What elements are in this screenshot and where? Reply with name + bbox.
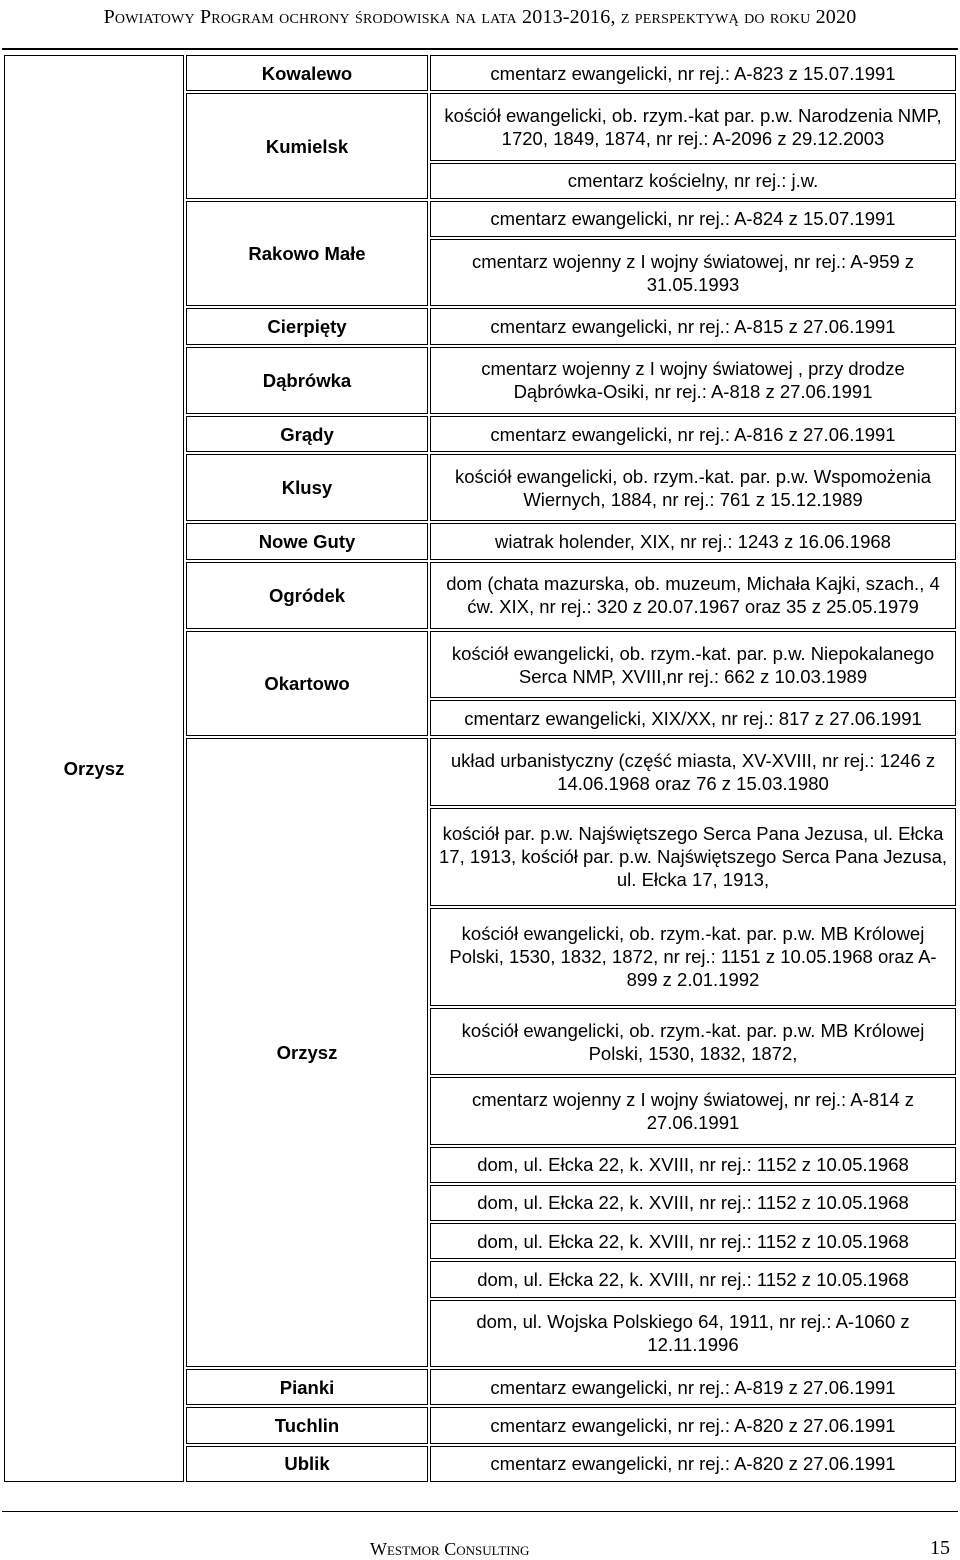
place-cell: Pianki	[186, 1369, 428, 1405]
footer-company: Westmor Consulting	[370, 1539, 530, 1559]
monument-cell: kościół ewangelicki, ob. rzym.-kat. par. p.w. MB Królowej Polski, 1530, 1832, 1872, nr rej.: 1151 z 10.05.1968 oraz A-899 z 2.01.1992	[430, 908, 956, 1006]
monument-cell: kościół ewangelicki, ob. rzym.-kat. par. p.w. MB Królowej Polski, 1530, 1832, 1872,	[430, 1008, 956, 1075]
place-cell: Kumielsk	[186, 93, 428, 199]
table-row	[4, 55, 956, 91]
monument-cell: dom (chata mazurska, ob. muzeum, Michała Kajki, szach., 4 ćw. XIX, nr rej.: 320 z 20.07.1967 oraz 35 z 25.05.1979	[430, 562, 956, 629]
monuments-table	[2, 53, 958, 1484]
monument-cell: dom, ul. Ełcka 22, k. XVIII, nr rej.: 1152 z 10.05.1968	[430, 1261, 956, 1297]
monument-cell: cmentarz ewangelicki, XIX/XX, nr rej.: 817 z 27.06.1991	[430, 700, 956, 736]
monument-cell: dom, ul. Wojska Polskiego 64, 1911, nr rej.: A-1060 z 12.11.1996	[430, 1300, 956, 1367]
place-cell: Orzysz	[186, 738, 428, 1366]
place-cell: Cierpięty	[186, 308, 428, 344]
monument-cell: dom, ul. Ełcka 22, k. XVIII, nr rej.: 1152 z 10.05.1968	[430, 1185, 956, 1221]
place-cell: Nowe Guty	[186, 523, 428, 559]
monument-cell: cmentarz ewangelicki, nr rej.: A-819 z 27.06.1991	[430, 1369, 956, 1405]
place-cell: Ogródek	[186, 562, 428, 629]
place-cell: Klusy	[186, 454, 428, 521]
place-cell: Okartowo	[186, 631, 428, 737]
monument-cell: wiatrak holender, XIX, nr rej.: 1243 z 16.06.1968	[430, 523, 956, 559]
monument-cell: cmentarz ewangelicki, nr rej.: A-824 z 15.07.1991	[430, 201, 956, 237]
monument-cell: cmentarz ewangelicki, nr rej.: A-820 z 27.06.1991	[430, 1446, 956, 1482]
monument-cell: cmentarz kościelny, nr rej.: j.w.	[430, 163, 956, 199]
monument-cell: cmentarz wojenny z I wojny światowej, nr rej.: A-814 z 27.06.1991	[430, 1077, 956, 1144]
place-cell: Grądy	[186, 416, 428, 452]
monument-cell: dom, ul. Ełcka 22, k. XVIII, nr rej.: 1152 z 10.05.1968	[430, 1147, 956, 1183]
monuments-table-body	[4, 55, 956, 1482]
place-cell: Tuchlin	[186, 1407, 428, 1443]
monument-cell: cmentarz wojenny z I wojny światowej, nr rej.: A-959 z 31.05.1993	[430, 239, 956, 306]
monument-cell: kościół ewangelicki, ob. rzym.-kat par. p.w. Narodzenia NMP, 1720, 1849, 1874, nr rej.: A-2096 z 29.12.2003	[430, 93, 956, 160]
monument-cell: cmentarz ewangelicki, nr rej.: A-815 z 27.06.1991	[430, 308, 956, 344]
monument-cell: kościół ewangelicki, ob. rzym.-kat. par. p.w. Niepokalanego Serca NMP, XVIII,nr rej.: 662 z 10.03.1989	[430, 631, 956, 698]
monument-cell: kościół ewangelicki, ob. rzym.-kat. par. p.w. Wspomożenia Wiernych, 1884, nr rej.: 761 z 15.12.1989	[430, 454, 956, 521]
monument-cell: cmentarz wojenny z I wojny światowej , przy drodze Dąbrówka-Osiki, nr rej.: A-818 z 27.06.1991	[430, 347, 956, 414]
page-header: Powiatowy Program ochrony środowiska na lata 2013-2016, z perspektywą do roku 2020	[103, 6, 857, 28]
monument-cell: cmentarz ewangelicki, nr rej.: A-823 z 15.07.1991	[430, 55, 956, 91]
place-cell: Rakowo Małe	[186, 201, 428, 307]
monument-cell: dom, ul. Ełcka 22, k. XVIII, nr rej.: 1152 z 10.05.1968	[430, 1223, 956, 1259]
place-cell: Dąbrówka	[186, 347, 428, 414]
monument-cell: cmentarz ewangelicki, nr rej.: A-816 z 27.06.1991	[430, 416, 956, 452]
page-number: 15	[930, 1537, 950, 1559]
footer-rule	[2, 1511, 958, 1512]
gmina-cell: Orzysz	[4, 55, 184, 1482]
header-rule	[2, 48, 958, 50]
monument-cell: kościół par. p.w. Najświętszego Serca Pana Jezusa, ul. Ełcka 17, 1913, kościół par. p.w. Najświętszego Serca Pana Jezusa, ul. Ełcka 17, 1913,	[430, 808, 956, 906]
monument-cell: cmentarz ewangelicki, nr rej.: A-820 z 27.06.1991	[430, 1407, 956, 1443]
monument-cell: układ urbanistyczny (część miasta, XV-XVIII, nr rej.: 1246 z 14.06.1968 oraz 76 z 15.03.1980	[430, 738, 956, 805]
place-cell: Kowalewo	[186, 55, 428, 91]
place-cell: Ublik	[186, 1446, 428, 1482]
